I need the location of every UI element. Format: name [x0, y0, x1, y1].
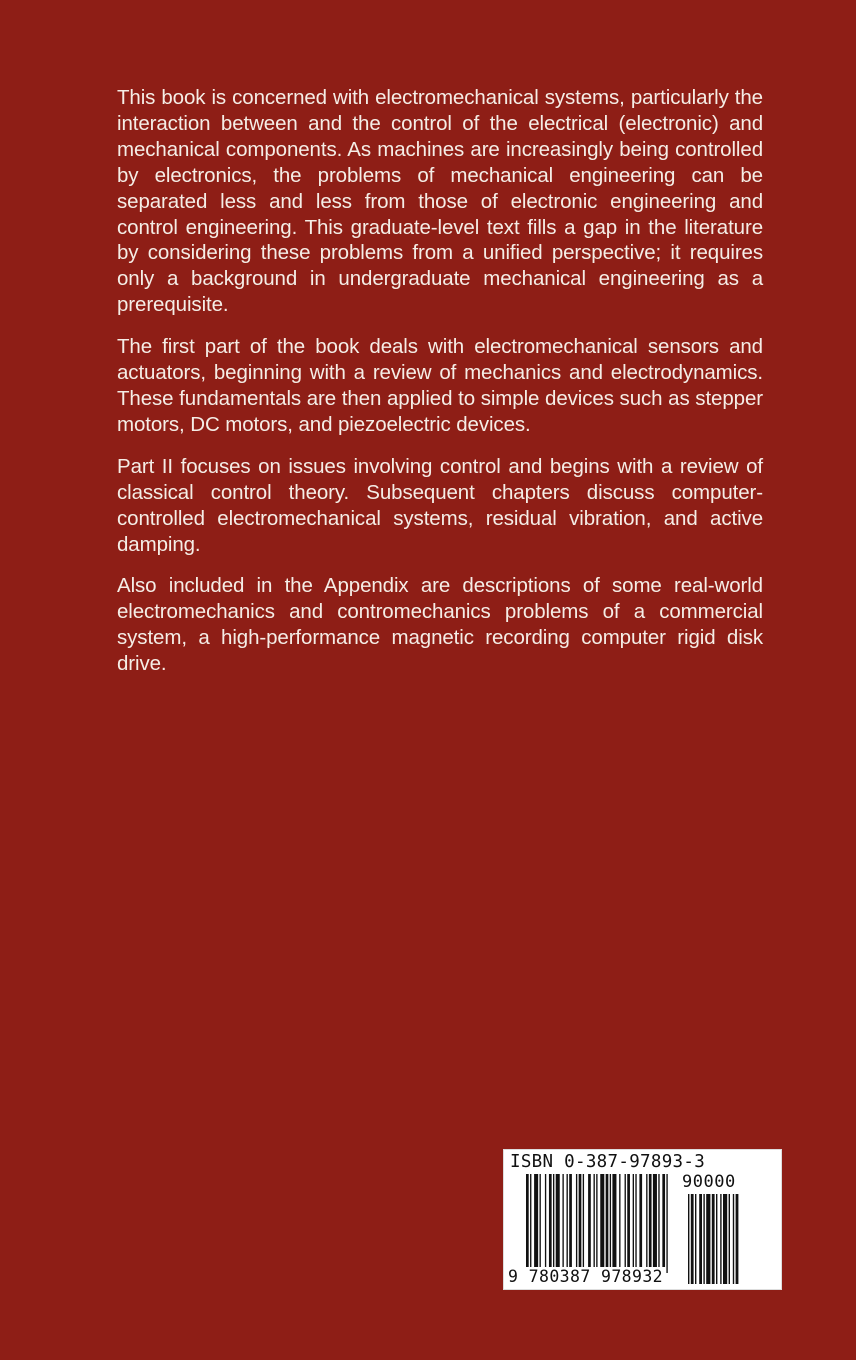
- barcode-bar: [653, 1174, 657, 1267]
- barcode-bar: [556, 1174, 560, 1267]
- barcode-bar: [594, 1174, 595, 1267]
- barcode-bar: [576, 1174, 577, 1267]
- barcode-bar: [596, 1174, 597, 1267]
- barcode-bar: [534, 1174, 538, 1267]
- barcode-bar: [569, 1174, 572, 1267]
- barcode-bar: [579, 1174, 582, 1267]
- addon-bar: [706, 1194, 710, 1284]
- blurb-paragraph-2: The first part of the book deals with electromechanical sensors and actuators, beginning with a review of mechanics and electrodynamics. These fundamentals are then applied to simple devices such as stepper motors, DC motors, and piezoelectric devices.: [117, 335, 763, 436]
- isbn-label: ISBN 0-387-97893-3: [510, 1152, 706, 1172]
- addon-bar: [723, 1194, 727, 1284]
- barcode-bar: [619, 1174, 620, 1267]
- blurb-text: [117, 85, 763, 693]
- blurb-paragraph-1: This book is concerned with electromechanical systems, particularly the interaction between and the control of the electrical (electronic) and mechanical components. As machines are increasingly being controlled by electronics, the problems of mechanical engineering can be separated less and less from those of electronic engineering and control engineering. This graduate-level text fills a gap in the literature by considering these problems from a unified perspective; it requires only a background in undergraduate mechanical engineering as a prerequisite.: [117, 86, 763, 317]
- barcode-bar: [649, 1174, 652, 1267]
- barcode-bar: [545, 1174, 546, 1267]
- ean-number-label: 9 780387 978932: [508, 1267, 664, 1286]
- barcode-bar: [526, 1174, 529, 1273]
- barcode-bar: [612, 1174, 616, 1267]
- barcode-bar: [646, 1174, 647, 1267]
- blurb-paragraph-3: Part II focuses on issues involving control and begins with a review of classical control theory. Subsequent chapters discuss computer-controlled electromechanical systems, residual vibration, and active damping.: [117, 454, 763, 556]
- addon-bar: [688, 1194, 689, 1284]
- addon-bar: [736, 1194, 739, 1284]
- barcode-bar: [610, 1174, 611, 1267]
- barcode-bar: [549, 1174, 552, 1267]
- barcode-bar: [666, 1174, 667, 1273]
- barcode-bar: [530, 1174, 531, 1273]
- barcode-bar: [583, 1174, 584, 1267]
- barcode-bar: [606, 1174, 609, 1267]
- addon-bar: [716, 1194, 717, 1284]
- addon-bar: [712, 1194, 715, 1284]
- barcode-bar: [625, 1174, 626, 1267]
- addon-bar: [691, 1194, 694, 1284]
- barcode-bar: [600, 1174, 604, 1267]
- price-code-label: 90000: [682, 1172, 736, 1192]
- blurb-paragraph-4: Also included in the Appendix are descriptions of some real-world electromechanics and contromechanics problems of a commercial system, a high-performance magnetic recording computer rigid disk drive.: [117, 574, 763, 676]
- addon-bar: [729, 1194, 730, 1284]
- addon-bar: [733, 1194, 734, 1284]
- barcode-bar: [639, 1174, 642, 1267]
- addon-bar: [699, 1194, 702, 1284]
- addon-bar: [720, 1194, 721, 1284]
- addon-bar: [703, 1194, 704, 1284]
- barcode-bar: [633, 1174, 634, 1267]
- barcode-bar: [567, 1174, 568, 1267]
- barcode-bar: [562, 1174, 563, 1267]
- barcode-bar: [588, 1174, 591, 1267]
- barcode-bar: [540, 1174, 541, 1267]
- barcode-bar: [662, 1174, 665, 1267]
- isbn-barcode: [503, 1149, 782, 1290]
- barcode-bar: [658, 1174, 659, 1267]
- barcode-bar: [635, 1174, 636, 1267]
- barcode-bar: [627, 1174, 630, 1267]
- barcode-bar: [553, 1174, 554, 1267]
- addon-bar: [695, 1194, 696, 1284]
